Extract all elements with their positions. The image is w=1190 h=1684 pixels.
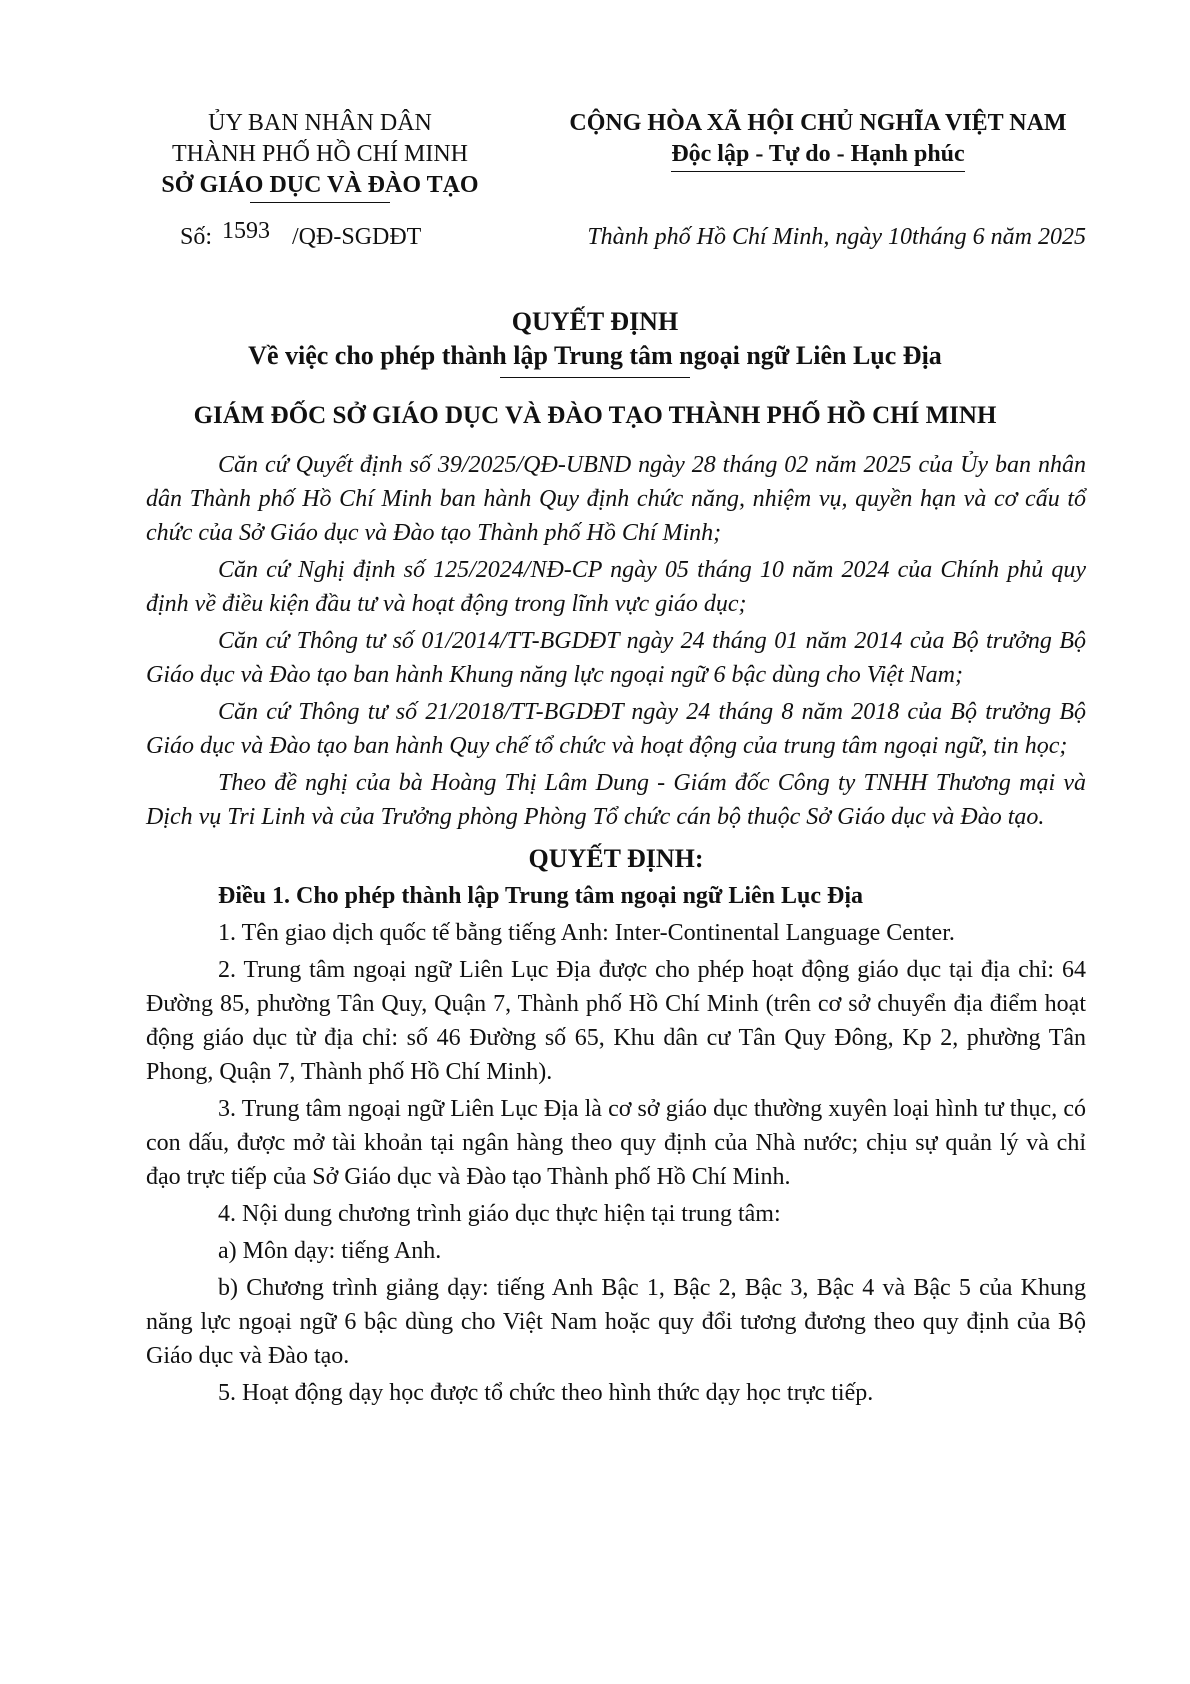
national-header-block	[548, 108, 1088, 172]
doc-number-value: 1593	[222, 218, 271, 244]
article-1-item-4b: b) Chương trình giảng dạy: tiếng Anh Bậc 1, Bậc 2, Bậc 3, Bậc 4 và Bậc 5 của Khung năng lực ngoại ngữ 6 bậc dùng cho Việt Nam hoặc quy đổi tương đương theo quy định của Bộ Giáo dục và Đào tạo.	[146, 1275, 1086, 1369]
article-1-item-2: 2. Trung tâm ngoại ngữ Liên Lục Địa được cho phép hoạt động giáo dục tại địa chỉ: 64 Đường 85, phường Tân Quy, Quận 7, Thành phố Hồ Chí Minh (trên cơ sở chuyển địa điểm hoạt động giáo dục từ địa chỉ: số 46 Đường số 65, Khu dân cư Tân Quy Đông, Kp 2, phường Tân Phong, Quận 7, Thành phố Hồ Chí Minh).	[146, 957, 1086, 1085]
doc-number-suffix: /QĐ-SGDĐT	[292, 224, 422, 250]
decide-heading: QUYẾT ĐỊNH:	[528, 844, 704, 873]
document-body	[146, 448, 1086, 1410]
legal-basis-3: Căn cứ Thông tư số 01/2014/TT-BGDĐT ngày 24 tháng 01 năm 2014 của Bộ trưởng Bộ Giáo dục và Đào tạo ban hành Khung năng lực ngoại ngữ 6 bậc dùng cho Việt Nam;	[146, 628, 1086, 688]
decision-authority: GIÁM ĐỐC SỞ GIÁO DỤC VÀ ĐÀO TẠO THÀNH PHỐ HỒ CHÍ MINH	[193, 402, 997, 429]
document-title	[0, 305, 1190, 378]
article-1-item-3: 3. Trung tâm ngoại ngữ Liên Lục Địa là cơ sở giáo dục thường xuyên loại hình tư thục, có con dấu, được mở tài khoản tại ngân hàng theo quy định của Nhà nước; chịu sự quản lý và chỉ đạo trực tiếp của Sở Giáo dục và Đào tạo Thành phố Hồ Chí Minh.	[146, 1096, 1086, 1190]
legal-basis-1: Căn cứ Quyết định số 39/2025/QĐ-UBND ngày 28 tháng 02 năm 2025 của Ủy ban nhân dân Thành phố Hồ Chí Minh ban hành Quy định chức năng, nhiệm vụ, quyền hạn và cơ cấu tổ chức của Sở Giáo dục và Đào tạo Thành phố Hồ Chí Minh;	[146, 452, 1086, 546]
document-date: Thành phố Hồ Chí Minh, ngày 10tháng 6 năm 2025	[587, 224, 1086, 250]
org-department: SỞ GIÁO DỤC VÀ ĐÀO TẠO	[161, 172, 479, 198]
national-motto: Độc lập - Tự do - Hạnh phúc	[671, 139, 964, 172]
article-1-item-4: 4. Nội dung chương trình giáo dục thực hiện tại trung tâm:	[218, 1201, 781, 1227]
article-1-item-5: 5. Hoạt động dạy học được tổ chức theo hình thức dạy học trực tiếp.	[218, 1380, 874, 1406]
org-line-1: ỦY BAN NHÂN DÂN	[208, 110, 432, 136]
article-1-heading: Điều 1. Cho phép thành lập Trung tâm ngoại ngữ Liên Lục Địa	[218, 883, 863, 909]
article-1-item-1: 1. Tên giao dịch quốc tế bằng tiếng Anh: Inter-Continental Language Center.	[218, 920, 955, 946]
legal-basis-2: Căn cứ Nghị định số 125/2024/NĐ-CP ngày 05 tháng 10 năm 2024 của Chính phủ quy định về điều kiện đầu tư và hoạt động trong lĩnh vực giáo dục;	[146, 557, 1086, 617]
title-subject: Về việc cho phép thành lập Trung tâm ngoại ngữ Liên Lục Địa	[248, 341, 942, 370]
title-main: QUYẾT ĐỊNH	[511, 307, 679, 336]
article-1-item-4a: a) Môn dạy: tiếng Anh.	[218, 1238, 442, 1264]
issuing-authority-block	[110, 108, 530, 203]
legal-basis-5: Theo đề nghị của bà Hoàng Thị Lâm Dung - Giám đốc Công ty TNHH Thương mại và Dịch vụ Tri Linh và của Trưởng phòng Phòng Tổ chức cán bộ thuộc Sở Giáo dục và Đào tạo.	[146, 770, 1086, 830]
document-number	[180, 218, 422, 252]
org-underline	[250, 202, 390, 203]
doc-number-prefix: Số:	[180, 224, 213, 250]
org-line-2: THÀNH PHỐ HỒ CHÍ MINH	[172, 141, 468, 167]
title-underline	[500, 377, 690, 378]
legal-basis-4: Căn cứ Thông tư số 21/2018/TT-BGDĐT ngày 24 tháng 8 năm 2018 của Bộ trưởng Bộ Giáo dục và Đào tạo ban hành Quy chế tổ chức và hoạt động của trung tâm ngoại ngữ, tin học;	[146, 699, 1086, 759]
nation-name: CỘNG HÒA XÃ HỘI CHỦ NGHĨA VIỆT NAM	[569, 110, 1067, 136]
